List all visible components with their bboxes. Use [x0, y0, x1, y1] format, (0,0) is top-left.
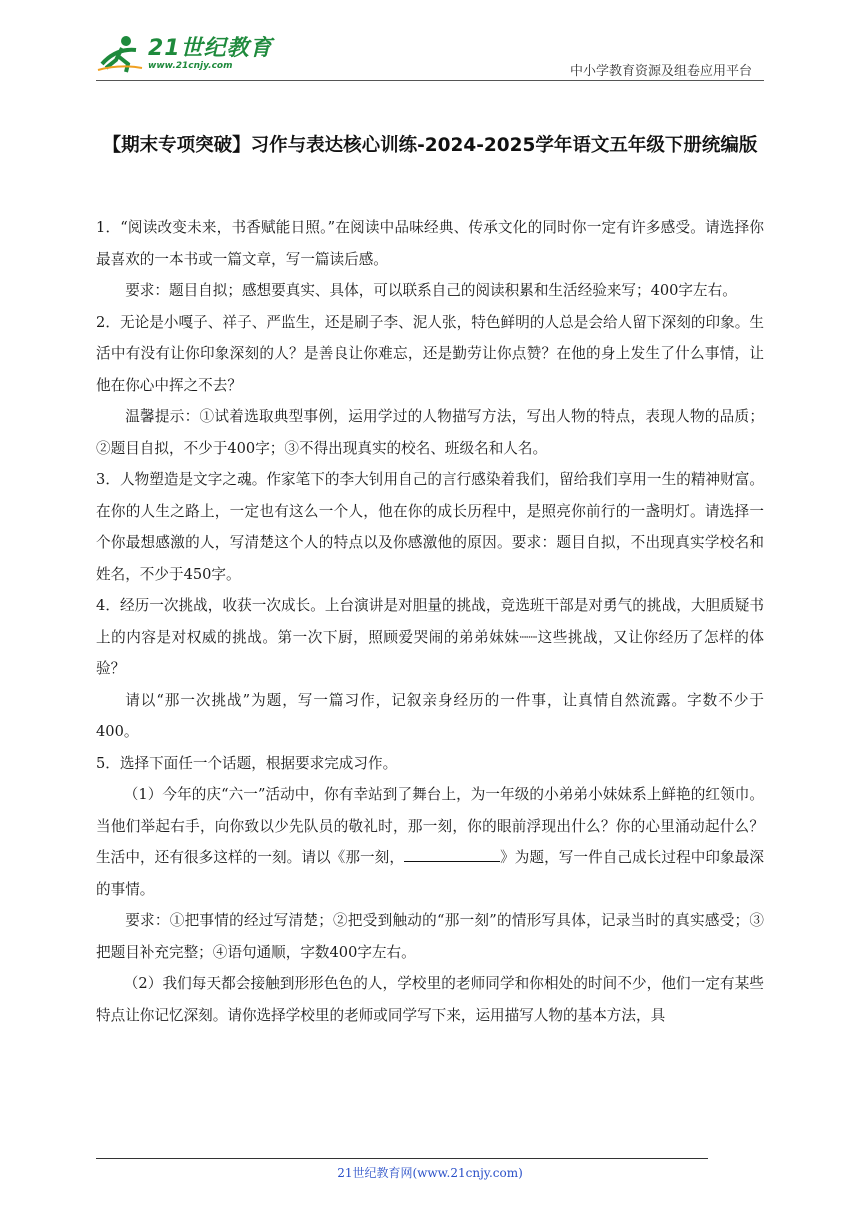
paragraph-q5-topic1	[96, 779, 764, 905]
paragraph-q5-requirement: 要求：①把事情的经过写清楚；②把受到触动的“那一刻”的情形写具体，记录当时的真实感受；③把题目补充完整；④语句通顺，字数400字左右。	[96, 912, 764, 961]
paragraph-q2-tips: 温馨提示：①试着选取典型事例，运用学过的人物描写方法，写出人物的特点，表现人物的品质；②题目自拟，不少于400字；③不得出现真实的校名、班级名和人名。	[96, 408, 764, 457]
footer-divider	[96, 1158, 708, 1159]
site-logo	[96, 34, 273, 74]
logo-url: www.21cnjy.com	[148, 60, 233, 71]
page-header	[96, 30, 764, 82]
paragraph-q2: 2．无论是小嘎子、祥子、严监生，还是刷子李、泥人张，特色鲜明的人总是会给人留下深刻的印象。生活中有没有让你印象深刻的人？是善良让你难忘，还是勤劳让你点赞？在他的身上发生了什么事情，让他在你心中挥之不去？	[96, 313, 764, 394]
paragraph-q5: 5．选择下面任一个话题，根据要求完成习作。	[96, 754, 398, 772]
paragraph-q5-topic2: （2）我们每天都会接触到形形色色的人，学校里的老师同学和你相处的时间不少，他们一定有某些特点让你记忆深刻。请你选择学校里的老师或同学写下来，运用描写人物的基本方法，具	[96, 975, 764, 1024]
paragraph-q3: 3．人物塑造是文字之魂。作家笔下的李大钊用自己的言行感染着我们，留给我们享用一生的精神财富。在你的人生之路上，一定也有这么一个人，他在你的成长历程中，是照亮你前行的一盏明灯。请选择一个你最想感激的人，写清楚这个人的特点以及你感激他的原因。要求：题目自拟，不出现真实学校名和姓名，不少于450字。	[96, 471, 764, 583]
topic1-text-after: 》为题，写一件自己成长过程中印象最深的事情。	[96, 849, 764, 898]
runner-logo-icon	[96, 34, 144, 74]
paragraph-q4: 4．经历一次挑战，收获一次成长。上台演讲是对胆量的挑战，竞选班干部是对勇气的挑战，大胆质疑书上的内容是对权威的挑战。第一次下厨，照顾爱哭闹的弟弟妹妹┈┈这些挑战，又让你经历了怎样的体验？	[96, 597, 764, 677]
platform-name: 中小学教育资源及组卷应用平台	[569, 64, 752, 79]
footer-text: 21世纪教育网(www.21cnjy.com)	[337, 1166, 523, 1180]
paragraph-q4-task: 请以“那一次挑战”为题，写一篇习作，记叙亲身经历的一件事，让真情自然流露。字数不少于400。	[96, 691, 764, 740]
title-blank	[404, 847, 500, 862]
paragraph-q1-requirement: 要求：题目自拟；感想要真实、具体，可以联系自己的阅读积累和生活经验来写；400字左右。	[125, 282, 737, 299]
logo-title: 21世纪教育	[148, 35, 273, 61]
header-divider	[96, 80, 764, 81]
page-title: 【期末专项突破】习作与表达核心训练-2024-2025学年语文五年级下册统编版	[102, 135, 758, 156]
paragraph-q1: 1．“阅读改变未来，书香赋能日照。”在阅读中品味经典、传承文化的同时你一定有许多感受。请选择你最喜欢的一本书或一篇文章，写一篇读后感。	[96, 219, 764, 268]
topic1-text-before: （1）今年的庆“六一”活动中，你有幸站到了舞台上，为一年级的小弟弟小妹妹系上鲜艳的红领巾。当他们举起右手，向你致以少先队员的敬礼时，那一刻，你的眼前浮现出什么？你的心里涌动起什么？生活中，还有很多这样的一刻。请以《那一刻，	[96, 786, 764, 866]
document-body	[96, 212, 764, 1031]
